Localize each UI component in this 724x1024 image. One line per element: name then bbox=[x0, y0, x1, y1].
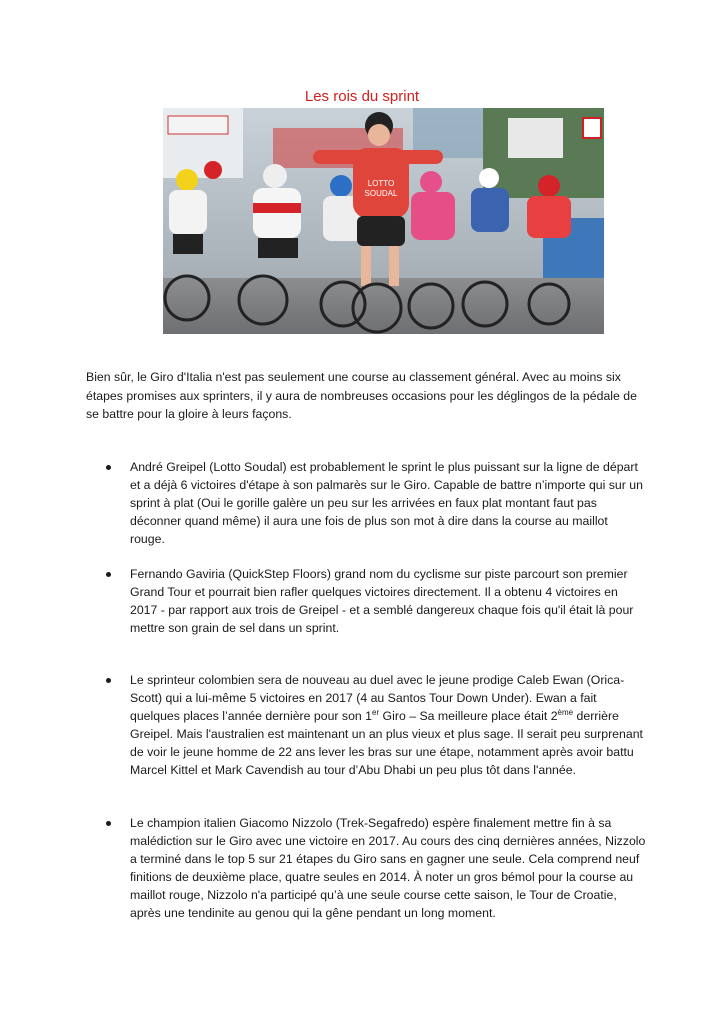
superscript-er: er bbox=[372, 707, 380, 717]
list-item-text: André Greipel (Lotto Soudal) est probablement le sprint le plus puissant sur la ligne de départ et a déjà 6 victoires d'étape à son palmarès sur le Giro. Capable de battre n’importe qui sur un sprint à plat (Oui le gorille galère un peu sur les arrivées en faux plat montant faut pas déconner quand même) il aura une fois de plus son mot à dire dans la course au maillot rouge. bbox=[130, 460, 643, 546]
list-item-text: Le champion italien Giacomo Nizzolo (Trek-Segafredo) espère finalement mettre fin à sa malédiction sur le Giro avec une victoire en 2017. Au cours des cinq dernières années, Nizzolo a terminé dans le top 5 sur 21 étapes du Giro sans en gagner une seule. Cela comprend neuf finitions de deuxième place, quatre seules en 2014. À noter un gros bémol pour la course au maillot rouge, Nizzolo n'a participé qu’à une seule course cette saison, le Tour de Croatie, après une tendinite au genou qui la gêne pendant un long moment. bbox=[130, 816, 646, 920]
page-title: Les rois du sprint bbox=[304, 88, 420, 105]
list-item bbox=[86, 671, 646, 779]
bullet-icon bbox=[106, 678, 111, 683]
list-item-text bbox=[130, 671, 646, 779]
text-part-3: derrière Greipel. Mais l'australien est maintenant un an plus vieux et plus sage. Il serait peu surprenant de voir le jeune homme de 22 ans lever les bras sur une étape, notamment après avoir battu Marcel Kittel et Mark Cavendish au tour d’Abu Dhabi un peu plus tôt dans l'année. bbox=[130, 709, 643, 777]
list-item bbox=[86, 814, 646, 922]
list-item bbox=[86, 458, 646, 548]
bullet-icon bbox=[106, 465, 111, 470]
list-item-text: Fernando Gaviria (QuickStep Floors) grand nom du cyclisme sur piste parcourt son premier Grand Tour et pourrait bien rafler quelques victoires directement. Il a obtenu 4 victoires en 2017 - par rapport aux trois de Greipel - et a semblé dangereux chaque fois qu'il était là pour mettre son grain de sel dans un sprint. bbox=[130, 567, 634, 635]
bullet-icon bbox=[106, 821, 111, 826]
bullet-icon bbox=[106, 572, 111, 577]
jersey-lotto-text: LOTTO bbox=[367, 179, 395, 188]
superscript-eme: ème bbox=[557, 707, 574, 717]
list-item bbox=[86, 565, 646, 637]
text-part-1: Le sprinteur colombien sera de nouveau au duel avec le jeune prodige Caleb Ewan (Orica-Scott) qui a lui-même 5 victoires en 2017 (4 au Santos Tour Down Under). Ewan a fait quelques places l’année dernière pour son 1 bbox=[130, 673, 625, 723]
jersey-soudal-text: SOUDAL bbox=[364, 189, 398, 198]
sprint-photo bbox=[163, 108, 604, 334]
intro-paragraph: Bien sûr, le Giro d'Italia n'est pas seulement une course au classement général. Avec au moins six étapes promises aux sprinters, il y aura de nombreuses occasions pour les déglingos de la pédale de se battre pour la gloire à leurs façons. bbox=[86, 370, 637, 421]
text-part-2: Giro – Sa meilleure place était 2 bbox=[379, 709, 558, 723]
